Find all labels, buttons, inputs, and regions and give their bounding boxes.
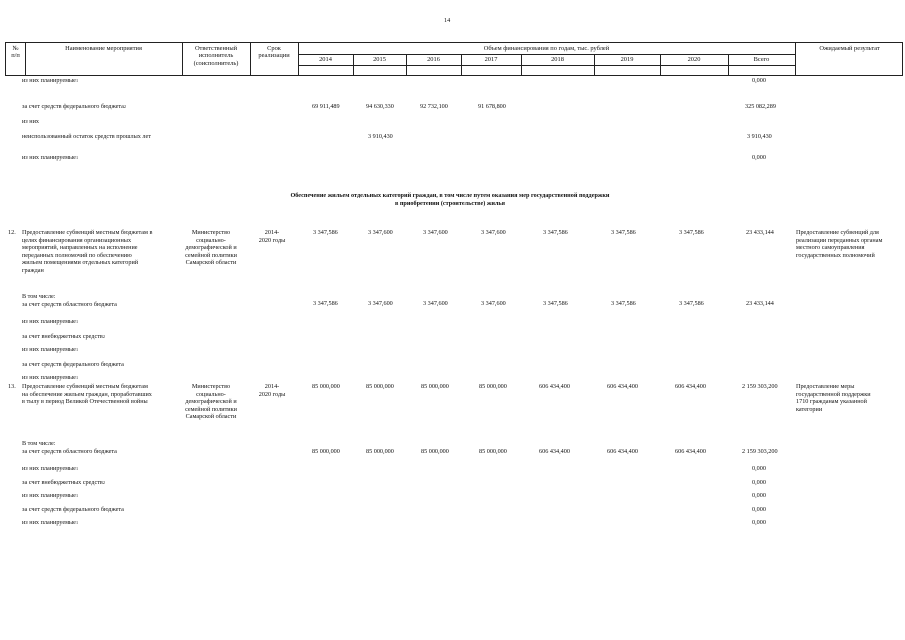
item-12-including: В том числе: за счет средств областного бюджета [22,293,117,308]
item-13-number: 13. [8,383,16,390]
header-total: Всего [753,56,770,63]
cell-2015: 85 000,000 [366,383,394,390]
cell-2020: 606 434,400 [675,448,706,455]
item-13-including: В том числе: за счет средств областного бюджета [22,440,117,455]
item-13-planned: из них планируемые$^1$ [22,519,79,526]
item-12-result: Предоставление субвенций для реализации переданных органам местного самоуправления государственных полномочий [796,229,883,259]
item-12-name: Предоставление субвенций местным бюджетам в целях финансирования организационных мероприятий, направленных на исполнение переданных полномочий по обеспечению жильем помещениями отдельных категорий граждан [22,229,153,274]
row-federal-budget: за счет средств федерального бюджета$^2$ [22,103,127,110]
header-year-2019: 2019 [620,56,634,63]
cell-total: 0,000 [752,492,766,499]
cell-2016: 85 000,000 [421,383,449,390]
table-header [5,42,903,76]
cell-2019: 3 347,586 [611,229,636,236]
cell-2015: 85 000,000 [366,448,394,455]
cell-2019: 606 434,400 [607,448,638,455]
section-title: Обеспечение жильем отдельных категорий граждан, в том числе путем оказания мер государственной поддержки в приобретении (строительстве) жилья [290,192,610,207]
page-number: 14 [444,17,451,24]
cell-2015: 3 347,600 [368,229,393,236]
cell-2017: 85 000,000 [479,448,507,455]
item-13-planned: из них планируемые$^1$ [22,465,79,472]
cell-total: 2 159 303,200 [742,448,778,455]
cell-total: 2 159 303,200 [742,383,778,390]
row-of-them: из них [22,118,40,125]
cell-total: 0,000 [752,77,766,84]
row-planned-2: из них планируемые$^1$ [22,154,79,161]
item-13-name: Предоставление субвенций местным бюджетам на обеспечение жильем граждан, проработавших в тылу в период Великой Отечественной войны [22,383,152,406]
cell-2018: 3 347,586 [543,300,568,307]
cell-2017: 91 678,800 [478,103,506,110]
header-no: № п/п [11,45,20,60]
cell-2016: 85 000,000 [421,448,449,455]
cell-total: 23 433,144 [746,300,774,307]
item-13-planned: из них планируемые$^1$ [22,492,79,499]
cell-2014: 69 911,489 [312,103,340,110]
cell-2018: 606 434,400 [539,448,570,455]
item-12-federal: за счет средств федерального бюджета [22,361,124,368]
cell-total: 325 082,289 [745,103,776,110]
cell-total: 0,000 [752,154,766,161]
cell-2016: 3 347,600 [423,229,448,236]
header-name: Наименование мероприятия [65,45,142,52]
cell-2020: 3 347,586 [679,229,704,236]
item-13-term: 2014- 2020 годы [258,383,286,398]
header-year-2015: 2015 [373,56,386,63]
item-13-result: Предоставление меры государственной поддержки 1710 гражданам указанной категории [796,383,871,413]
header-responsible: Ответственный исполнитель (соисполнитель) [193,45,239,67]
cell-2014: 85 000,000 [312,383,340,390]
cell-2018: 606 434,400 [539,383,570,390]
header-result: Ожидаемый результат [819,45,880,52]
header-year-2020: 2020 [687,56,701,63]
cell-2019: 3 347,586 [611,300,636,307]
cell-2015: 3 347,600 [368,300,393,307]
header-funding: Объем финансирования по годам, тыс. рублей [483,45,610,52]
item-12-planned: из них планируемые$^1$ [22,318,79,325]
cell-2015: 94 630,330 [366,103,394,110]
cell-total: 0,000 [752,506,766,513]
cell-total: 0,000 [752,519,766,526]
item-12-extrabudget: за счет внебюджетных средств$^2$ [22,333,105,340]
cell-2020: 3 347,586 [679,300,704,307]
item-12-responsible: Министерство социально- демографической и семейной политики Самарской области [185,229,237,267]
cell-total: 23 433,144 [746,229,774,236]
item-12-number: 12. [8,229,16,236]
row-planned-1: из них планируемые$^1$ [22,77,79,84]
header-term: Срок реализации [258,45,290,60]
cell-2020: 606 434,400 [675,383,706,390]
item-13-federal: за счет средств федерального бюджета [22,506,124,513]
cell-total: 0,000 [752,465,766,472]
item-12-term: 2014- 2020 годы [258,229,286,244]
cell-2016: 92 732,100 [420,103,448,110]
cell-2018: 3 347,586 [543,229,568,236]
cell-total: 3 910,430 [747,133,772,140]
cell-2017: 3 347,600 [481,300,506,307]
item-13-extrabudget: за счет внебюджетных средств$^2$ [22,479,105,486]
cell-total: 0,000 [752,479,766,486]
header-year-2017: 2017 [484,56,498,63]
cell-2017: 85 000,000 [479,383,507,390]
cell-2017: 3 347,600 [481,229,506,236]
item-13-responsible: Министерство социально- демографической и семейной политики Самарской области [185,383,237,421]
cell-2014: 3 347,586 [313,300,338,307]
cell-2015: 3 910,430 [368,133,393,140]
header-year-2018: 2018 [551,56,564,63]
item-12-planned: из них планируемые$^1$ [22,346,79,353]
cell-2014: 85 000,000 [312,448,340,455]
cell-2016: 3 347,600 [423,300,448,307]
row-unused-balance: неиспользованный остаток средств прошлых лет [22,133,151,140]
header-year-2014: 2014 [319,56,332,63]
cell-2019: 606 434,400 [607,383,638,390]
cell-2014: 3 347,586 [313,229,338,236]
header-year-2016: 2016 [427,56,440,63]
item-12-planned: из них планируемые$^1$ [22,374,79,381]
